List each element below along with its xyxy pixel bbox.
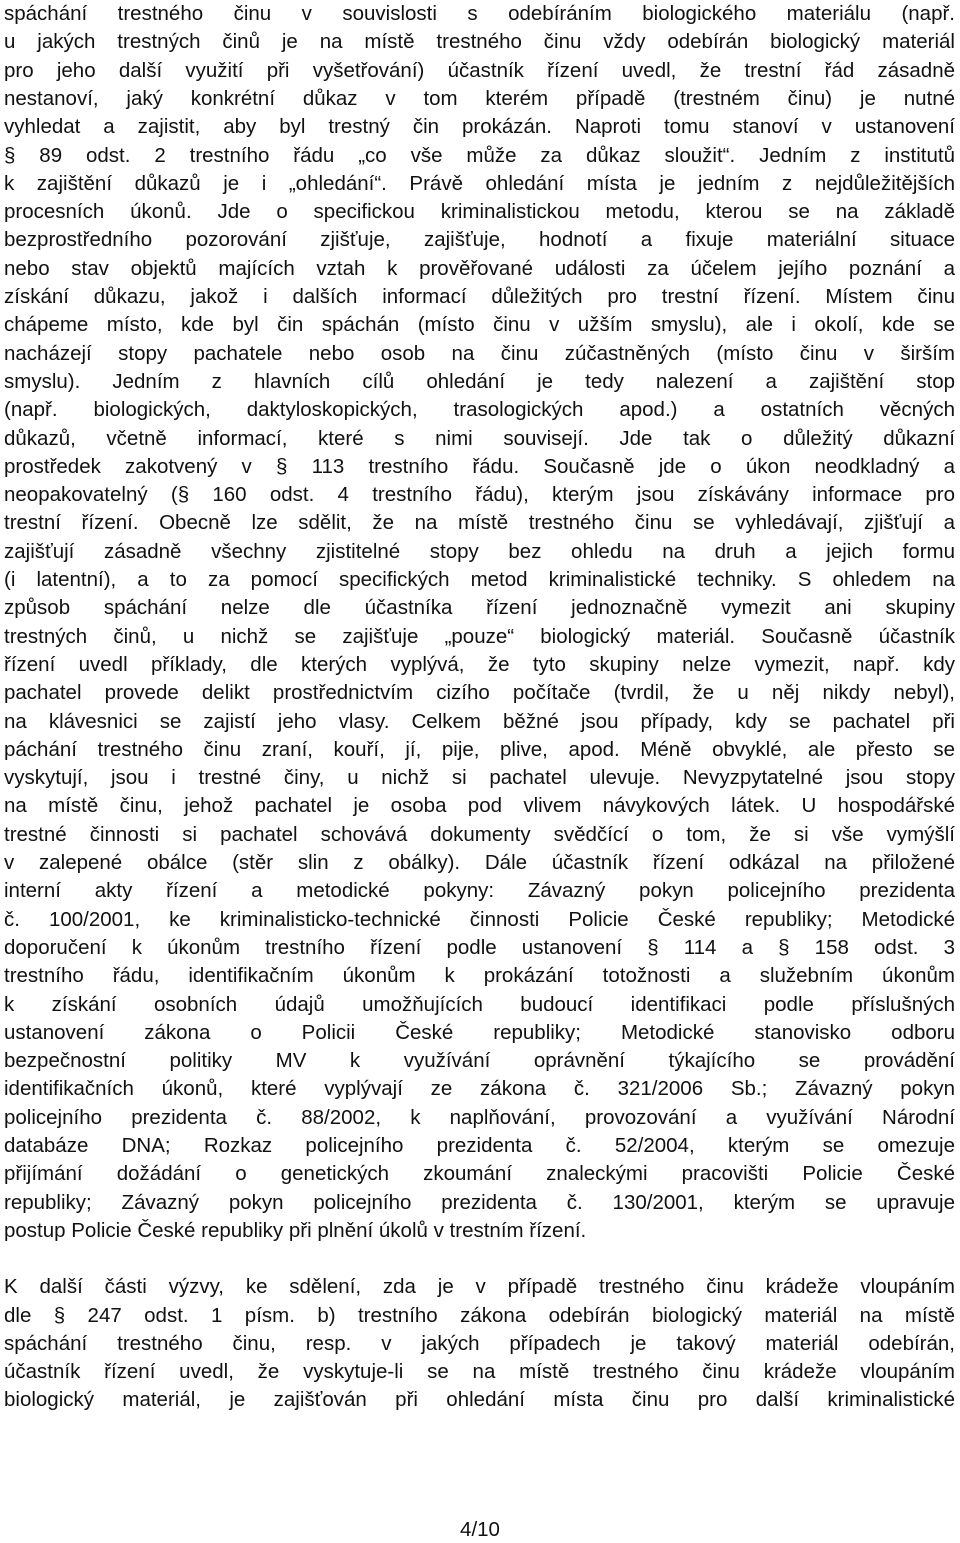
text-line: důkazů, včetně informací, které s nimi souvisejí. Jde tak o důležitý důkazní — [4, 426, 955, 450]
text-line: způsob spáchání nelze dle účastníka řízení jednoznačně vymezit ani skupiny — [4, 596, 955, 620]
text-line: smyslu). Jedním z hlavních cílů ohledání je tedy nalezení a zajištění stop — [4, 369, 955, 393]
text-line: přijímání dožádání o genetických zkoumání znaleckými pracovišti Policie České — [4, 1162, 955, 1186]
text-line: získání důkazu, jakož i dalších informací důležitých pro trestní řízení. Místem činu — [4, 285, 955, 308]
text-line: (i latentní), a to za pomocí specifických metod kriminalistické techniky. S ohledem na — [4, 568, 955, 591]
text-line: k zajištění důkazů je i „ohledání“. Právě ohledání místa je jedním z nejdůležitějších — [4, 171, 955, 195]
text-line: interní akty řízení a metodické pokyny: Závazný pokyn policejního prezidenta — [4, 879, 955, 903]
text-line: ustanovení zákona o Policii České republiky; Metodické stanovisko odboru — [4, 1020, 955, 1044]
text-line: vyhledat a zajistit, aby byl trestný čin prokázán. Naproti tomu stanoví v ustanovení — [4, 115, 955, 139]
text-line: prostředek zakotvený v § 113 trestního řádu. Současně jde o úkon neodkladný a — [4, 454, 955, 478]
text-line: v zalepené obálce (stěr slin z obálky). Dále účastník řízení odkázal na přiložené — [4, 851, 955, 874]
text-line: trestní řízení. Obecně lze sdělit, že na místě trestného činu se vyhledávají, zjišťují a — [4, 511, 955, 535]
text-line: neopakovatelný (§ 160 odst. 4 trestního řádu), kterým jsou získávány informace pro — [4, 483, 955, 507]
page-number: 4/10 — [460, 1518, 500, 1541]
text-line: účastník řízení uvedl, že vyskytuje-li se na místě trestného činu krádeže vloupáním — [4, 1360, 955, 1384]
text-line: trestných činů, u nichž se zajišťuje „pouze“ biologický materiál. Současně účastník — [4, 624, 955, 648]
text-line: vyskytují, jsou i trestné činy, u nichž si pachatel ulevuje. Nevyzpytatelné jsou stopy — [4, 766, 955, 790]
text-line: policejního prezidenta č. 88/2002, k naplňování, provozování a využívání Národní — [4, 1105, 955, 1129]
text-line: identifikačních úkonů, které vyplývají ze zákona č. 321/2006 Sb.; Závazný pokyn — [4, 1077, 955, 1101]
text-line: republiky; Závazný pokyn policejního prezidenta č. 130/2001, kterým se upravuje — [4, 1190, 955, 1214]
text-line: zajišťují zásadně všechny zjistitelné stopy bez ohledu na druh a jejich formu — [4, 539, 955, 563]
text-line: procesních úkonů. Jde o specifickou kriminalistickou metodu, kterou se na základě — [4, 200, 955, 224]
text-line: páchání trestného činu zraní, kouří, jí, pije, plive, apod. Méně obvyklé, ale přesto se — [4, 737, 955, 761]
text-line: pachatel provede delikt prostřednictvím cizího počítače (tvrdil, že u něj nikdy nebyl), — [4, 681, 955, 705]
text-line: postup Policie České republiky při plnění úkolů v trestním řízení. — [4, 1218, 587, 1242]
text-line: bezpečnostní politiky MV k využívání oprávnění týkajícího se provádění — [4, 1049, 955, 1073]
text-line: § 89 odst. 2 trestního řádu „co vše může za důkaz sloužit“. Jedním z institutů — [4, 143, 955, 167]
text-line: spáchání trestného činu v souvislosti s odebíráním biologického materiálu (např. — [4, 2, 955, 25]
text-line: (např. biologických, daktyloskopických, trasologických apod.) a ostatních věcných — [4, 398, 955, 422]
text-line: trestné činnosti si pachatel schovává dokumenty svědčící o tom, že si vše vymýšlí — [4, 822, 955, 846]
text-line: k získání osobních údajů umožňujících budoucí identifikaci podle příslušných — [4, 992, 955, 1016]
text-line: č. 100/2001, ke kriminalisticko-technické činnosti Policie České republiky; Metodické — [4, 907, 955, 931]
text-line: databáze DNA; Rozkaz policejního prezidenta č. 52/2004, kterým se omezuje — [4, 1134, 955, 1157]
text-line: pro jeho další využití při vyšetřování) účastník řízení uvedl, že trestní řád zásadně — [4, 58, 955, 82]
text-line: doporučení k úkonům trestního řízení podle ustanovení § 114 a § 158 odst. 3 — [4, 935, 955, 959]
text-line: dle § 247 odst. 1 písm. b) trestního zákona odebírán biologický materiál na místě — [4, 1303, 955, 1327]
text-line: na místě činu, jehož pachatel je osoba pod vlivem návykových látek. U hospodářské — [4, 794, 955, 818]
text-line: nacházejí stopy pachatele nebo osob na činu zúčastněných (místo činu v širším — [4, 341, 955, 365]
text-line: bezprostředního pozorování zjišťuje, zajišťuje, hodnotí a fixuje materiální situace — [4, 228, 955, 252]
text-line: nebo stav objektů majících vztah k prověřované události za účelem jejího poznání a — [4, 256, 955, 280]
text-line: řízení uvedl příklady, dle kterých vyplývá, že tyto skupiny nelze vymezit, např. kdy — [4, 652, 955, 676]
text-line: na klávesnici se zajistí jeho vlasy. Celkem běžné jsou případy, kdy se pachatel při — [4, 709, 955, 733]
text-line: biologický materiál, je zajišťován při ohledání místa činu pro další kriminalistické — [4, 1388, 955, 1412]
text-line: chápeme místo, kde byl čin spáchán (místo činu v užším smyslu), ale i okolí, kde se — [4, 313, 955, 337]
text-line: u jakých trestných činů je na místě trestného činu vždy odebírán biologický materiál — [4, 30, 955, 54]
text-line: K další části výzvy, ke sdělení, zda je v případě trestného činu krádeže vloupáním — [4, 1275, 955, 1299]
text-line: spáchání trestného činu, resp. v jakých případech je takový materiál odebírán, — [4, 1331, 955, 1355]
text-line: nestanoví, jaký konkrétní důkaz v tom kterém případě (trestném činu) je nutné — [4, 86, 955, 110]
text-line: trestního řádu, identifikačním úkonům k prokázání totožnosti a služebním úkonům — [4, 964, 955, 988]
